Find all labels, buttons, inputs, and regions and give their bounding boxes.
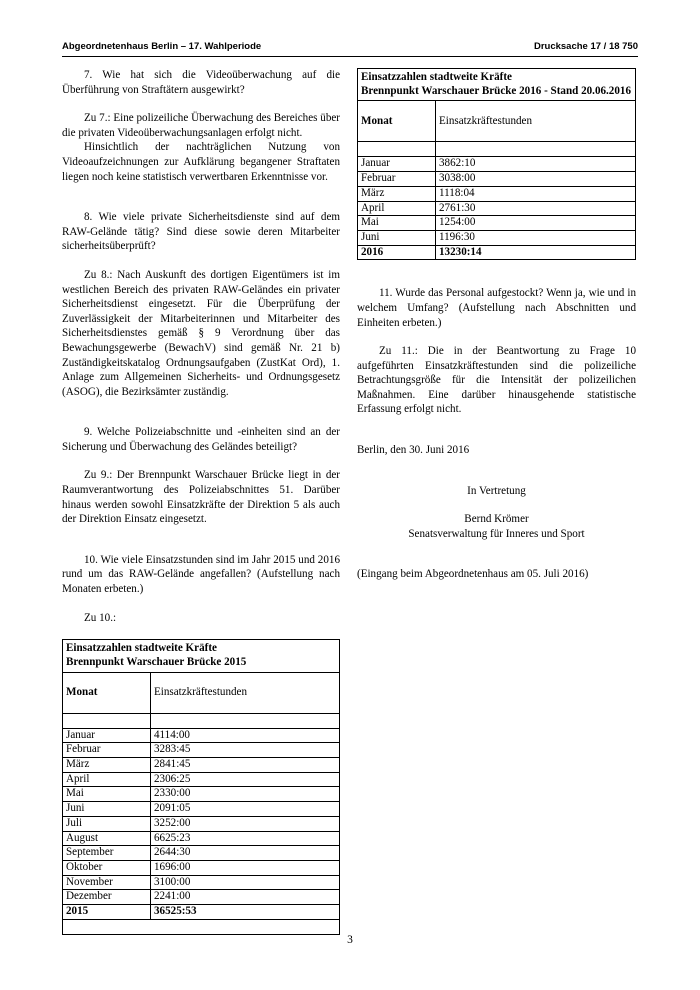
table-row <box>63 728 340 743</box>
in-vertretung: In Vertretung <box>467 484 526 497</box>
month-cell: Juli <box>63 816 151 831</box>
answer-10-label: Zu 10.: <box>84 611 117 624</box>
answer-7-part-1: Zu 7.: Eine polizeiliche Überwachung des Bereiches über die privaten Videoüberwachungsanlagen erfolgt nicht. <box>62 112 340 139</box>
table-row <box>358 216 636 231</box>
question-8: 8. Wie viele private Sicherheitsdienste sind auf dem RAW-Gelände tätig? Sind diese sowie deren Mitarbeiter sicherheitsüberprüft? <box>62 211 340 253</box>
hours-cell: 2841:45 <box>151 758 340 773</box>
hours-cell: 1696:00 <box>151 860 340 875</box>
answer-7-part-2: Hinsichtlich der nachträglichen Nutzung von Videoaufzeichnungen zur Aufklärung begangener Straftaten liegen noch keine statistisch verwertbaren Erkenntnisse vor. <box>62 141 340 183</box>
month-cell: Januar <box>358 157 436 172</box>
place-date: Berlin, den 30. Juni 2016 <box>357 444 470 457</box>
left-column <box>62 68 340 935</box>
month-cell: Juni <box>358 230 436 245</box>
hours-cell: 2241:00 <box>151 890 340 905</box>
month-cell: Mai <box>358 216 436 231</box>
hours-cell: 3862:10 <box>436 157 636 172</box>
question-7: 7. Wie hat sich die Videoüberwachung auf die Überführung von Straftätern ausgewirkt? <box>62 69 340 96</box>
hours-cell: 2091:05 <box>151 802 340 817</box>
month-cell: Februar <box>63 743 151 758</box>
table-row <box>358 157 636 172</box>
table-row <box>63 875 340 890</box>
table-2015-title-line-1: Einsatzzahlen stadtweite Kräfte <box>66 642 217 655</box>
hours-cell: 1254:00 <box>436 216 636 231</box>
hours-cell: 3100:00 <box>151 875 340 890</box>
question-10: 10. Wie viele Einsatzstunden sind im Jahr 2015 und 2016 rund um das RAW-Gelände angefallen? (Aufstellung nach Monaten erbeten.) <box>62 553 340 596</box>
table-2015 <box>62 639 340 935</box>
month-cell: August <box>63 831 151 846</box>
month-cell: März <box>63 758 151 773</box>
answer-11: Zu 11.: Die in der Beantwortung zu Frage 10 aufgeführten Einsatzkräftestunden sind die polizeiliche Betrachtungsgröße für die Intensität der polizeilichen Maßnahmen. Eine darüber hinausgehende statistische Erfassung erfolgt nicht. <box>357 345 636 416</box>
table-2016-title <box>358 69 636 101</box>
table-row <box>358 172 636 187</box>
hours-cell: 2761:30 <box>436 201 636 216</box>
month-cell: Juni <box>63 802 151 817</box>
table-empty-row <box>63 919 340 934</box>
table-2016-header-month: Monat <box>358 101 436 142</box>
table-row <box>63 816 340 831</box>
table-2015-title-line-2: Brennpunkt Warschauer Brücke 2015 <box>66 655 247 668</box>
table-row <box>63 846 340 861</box>
table-row <box>63 772 340 787</box>
table-row <box>63 743 340 758</box>
table-2016-title-line-2: Brennpunkt Warschauer Brücke 2016 - Stand 20.06.2016 <box>361 84 631 97</box>
month-cell: Oktober <box>63 860 151 875</box>
table-2015-header-hours: Einsatzkräftestunden <box>151 672 340 713</box>
answer-9: Zu 9.: Der Brennpunkt Warschauer Brücke liegt in der Raumverantwortung des Polizeiabschnittes 51. Darüber hinaus werden sowohl Einsatzkräfte der Direktion 5 als auch der Direktion Einsatz eingesetzt. <box>62 469 340 526</box>
table-2016-header-row <box>358 101 636 142</box>
month-cell: November <box>63 875 151 890</box>
table-2015-header-row <box>63 672 340 713</box>
hours-cell: 2330:00 <box>151 787 340 802</box>
signer-name: Bernd Krömer <box>464 513 529 526</box>
total-hours-cell: 13230:14 <box>436 245 636 260</box>
hours-cell: 3252:00 <box>151 816 340 831</box>
receipt-note: (Eingang beim Abgeordnetenhaus am 05. Juli 2016) <box>357 568 589 581</box>
month-cell: April <box>63 772 151 787</box>
table-row <box>63 758 340 773</box>
month-cell: Februar <box>358 172 436 187</box>
month-cell: März <box>358 186 436 201</box>
total-year-cell: 2015 <box>63 905 151 920</box>
table-row <box>63 860 340 875</box>
table-total-row <box>358 245 636 260</box>
header-parliament: Abgeordnetenhaus Berlin – 17. Wahlperiode <box>62 41 262 52</box>
hours-cell: 1196:30 <box>436 230 636 245</box>
table-total-row <box>63 905 340 920</box>
table-2016-header-hours: Einsatzkräftestunden <box>436 101 636 142</box>
question-9: 9. Welche Polizeiabschnitte und -einheiten sind an der Sicherung und Überwachung des Geländes beteiligt? <box>62 426 340 453</box>
table-row <box>358 186 636 201</box>
hours-cell: 6625:23 <box>151 831 340 846</box>
hours-cell: 3038:00 <box>436 172 636 187</box>
table-row <box>63 802 340 817</box>
signer-department: Senatsverwaltung für Inneres und Sport <box>408 527 585 540</box>
table-2016-title-line-1: Einsatzzahlen stadtweite Kräfte <box>361 71 512 83</box>
answer-8: Zu 8.: Nach Auskunft des dortigen Eigentümers ist im westlichen Bereich des privaten RAW-Geländes ein privater Sicherheitsdienst eingesetzt. Für die Überprüfung der Zuverlässigkeit der Mitarbeiterinnen und Mitarbeiter des Sicherheitsdienstes gemäß § 9 Verordnung über das Bewachungsgewerbe (BewachV) sind gemäß Nr. 21 b) Zuständigkeitskatalog Ordnungsaufgaben (ZustKat Ord), 1. Anlage zum Allgemeinen Sicherheits- und Ordnungsgesetz (ASOG), die Bezirksämter zuständig. <box>62 268 340 398</box>
table-row <box>358 201 636 216</box>
table-2016 <box>357 68 636 260</box>
page-header <box>62 38 638 57</box>
table-row <box>63 787 340 802</box>
table-2015-title <box>63 640 340 672</box>
month-cell: September <box>63 846 151 861</box>
hours-cell: 1118:04 <box>436 186 636 201</box>
page-number: 3 <box>347 934 353 946</box>
hours-cell: 2306:25 <box>151 772 340 787</box>
table-2015-header-month: Monat <box>63 672 151 713</box>
table-2015-spacer-row <box>63 713 340 728</box>
right-column <box>357 68 636 582</box>
month-cell: Dezember <box>63 890 151 905</box>
table-row <box>63 831 340 846</box>
table-2016-spacer-row <box>358 142 636 157</box>
month-cell: Mai <box>63 787 151 802</box>
total-hours-cell: 36525:53 <box>151 905 340 920</box>
table-row <box>63 890 340 905</box>
table-row <box>358 230 636 245</box>
month-cell: Januar <box>63 728 151 743</box>
hours-cell: 3283:45 <box>151 743 340 758</box>
month-cell: April <box>358 201 436 216</box>
hours-cell: 4114:00 <box>151 728 340 743</box>
header-document-number: Drucksache 17 / 18 750 <box>533 41 638 52</box>
total-year-cell: 2016 <box>358 245 436 260</box>
hours-cell: 2644:30 <box>151 846 340 861</box>
question-11: 11. Wurde das Personal aufgestockt? Wenn ja, wie und in welchem Umfang? (Aufstellung nach Abschnitten und Einheiten erbeten.) <box>357 287 636 329</box>
